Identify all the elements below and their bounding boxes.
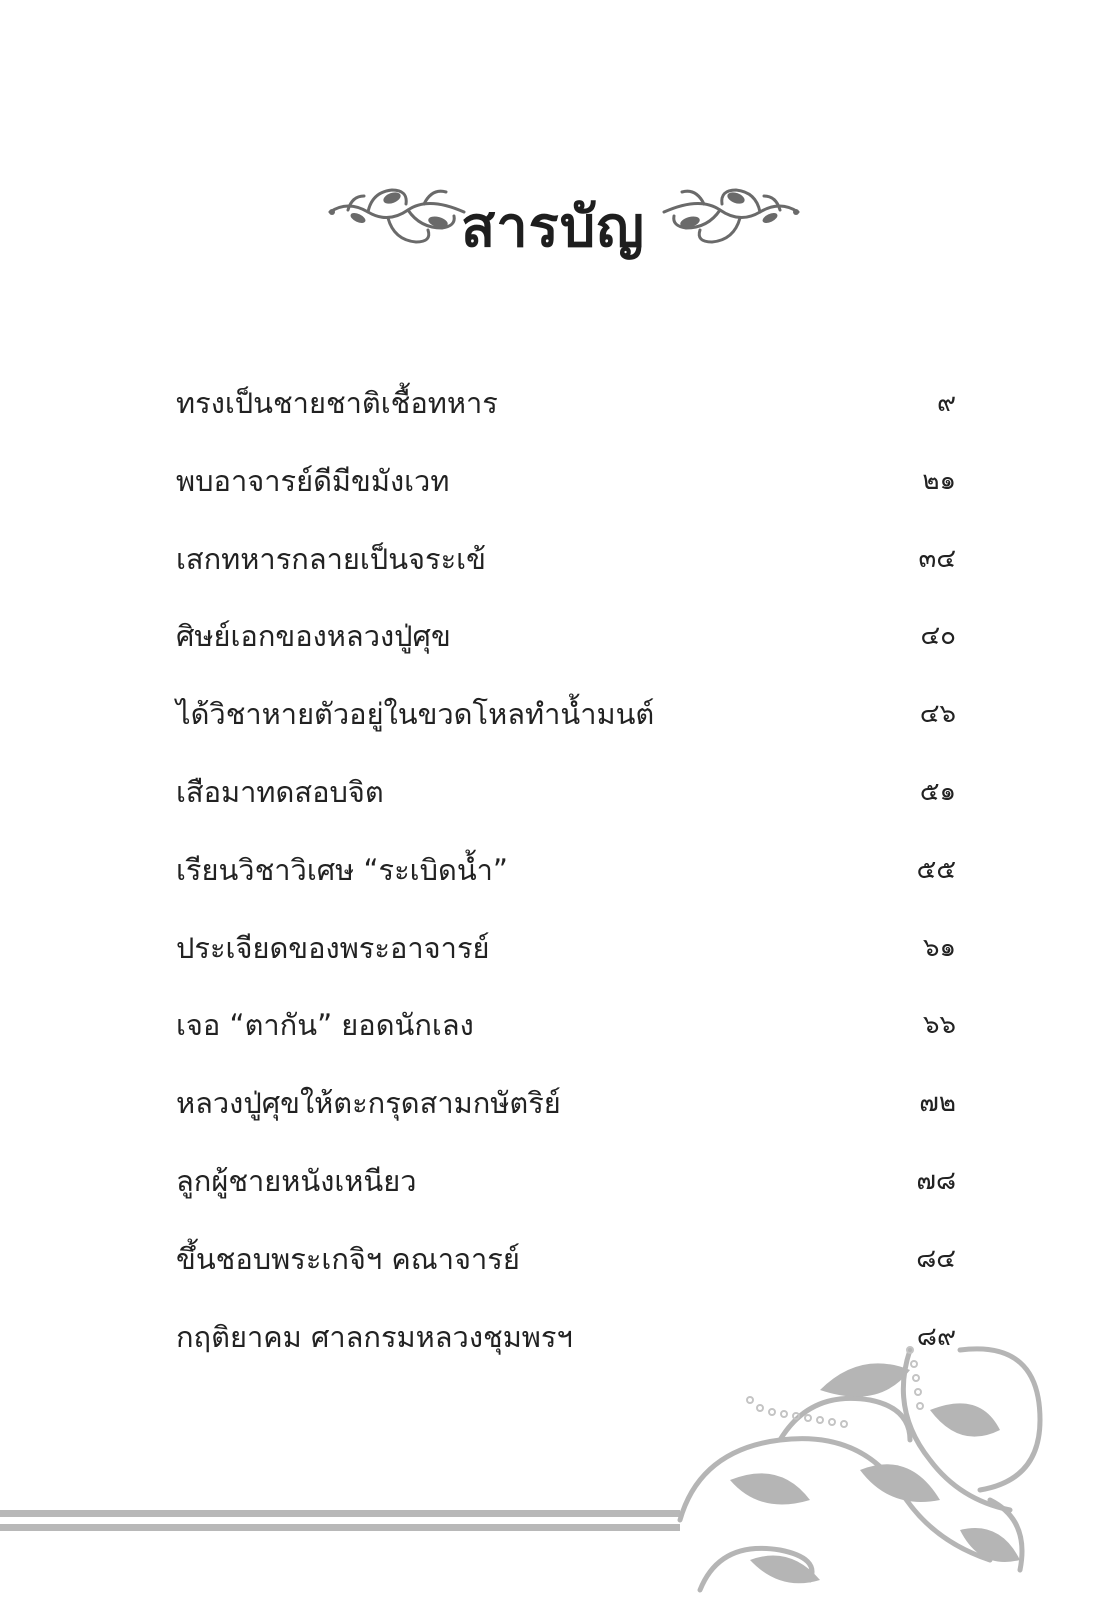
toc-entry[interactable] — [176, 1154, 966, 1232]
toc-entry[interactable] — [176, 532, 966, 610]
toc-entry-title: กฤติยาคม ศาลกรมหลวงชุมพรฯ — [176, 1319, 573, 1354]
page-title: สารบัญ — [461, 195, 645, 260]
toc-entry-title: เสือมาทดสอบจิต — [176, 774, 384, 809]
title-block — [0, 178, 1106, 268]
toc-entry-page: ๓๔ — [918, 543, 956, 574]
toc-entry-title: ลูกผู้ชายหนังเหนียว — [176, 1163, 417, 1198]
floral-corner-icon — [660, 1330, 1080, 1600]
toc-entry-title: ศิษย์เอกของหลวงปู่ศุข — [176, 619, 451, 654]
toc-entry-page: ๔๖ — [919, 699, 956, 730]
toc-entry[interactable] — [176, 843, 966, 921]
toc-entry-title: ประเจียดของพระอาจารย์ — [176, 930, 490, 965]
toc-entry[interactable] — [176, 1076, 966, 1154]
toc-entry-title: เสกทหารกลายเป็นจระเข้ — [176, 541, 486, 576]
right-scroll-ornament-icon — [660, 178, 800, 258]
toc-entry[interactable] — [176, 998, 966, 1076]
toc-entry[interactable] — [176, 454, 966, 532]
toc-entry-title: เรียนวิชาวิเศษ “ระเบิดน้ำ” — [176, 852, 508, 887]
toc-entry[interactable] — [176, 376, 966, 454]
bottom-rule — [0, 1524, 680, 1531]
toc-entry-page: ๘๙ — [916, 1321, 956, 1352]
toc-entry-page: ๗๘ — [916, 1165, 956, 1196]
toc-entry-title: ขึ้นชอบพระเกจิฯ คณาจารย์ — [176, 1241, 520, 1276]
toc-entry[interactable] — [176, 921, 966, 999]
toc-entry[interactable] — [176, 609, 966, 687]
toc-entry-page: ๗๒ — [919, 1088, 956, 1119]
toc-entry[interactable] — [176, 687, 966, 765]
toc-entry[interactable] — [176, 765, 966, 843]
toc-entry-page: ๘๔ — [916, 1243, 956, 1274]
toc-entry-page: ๕๕ — [916, 854, 956, 885]
toc-entry-title: ได้วิชาหายตัวอยู่ในขวดโหลทำน้ำมนต์ — [176, 697, 655, 732]
table-of-contents — [176, 376, 966, 1387]
toc-entry-title: หลวงปู่ศุขให้ตะกรุดสามกษัตริย์ — [176, 1086, 561, 1121]
toc-entry-page: ๕๑ — [919, 776, 956, 807]
toc-entry-page: ๙ — [936, 388, 956, 418]
toc-entry-page: ๔๐ — [920, 621, 956, 652]
toc-entry-title: เจอ “ตากัน” ยอดนักเลง — [176, 1008, 474, 1043]
toc-entry-title: พบอาจารย์ดีมีขมังเวท — [176, 463, 450, 498]
bottom-rule — [0, 1510, 680, 1517]
toc-entry-page: ๖๖ — [922, 1010, 956, 1041]
toc-entry-page: ๒๑ — [922, 465, 956, 496]
toc-entry-title: ทรงเป็นชายชาติเชื้อทหาร — [176, 386, 498, 420]
toc-entry-page: ๖๑ — [922, 932, 956, 963]
toc-entry[interactable] — [176, 1232, 966, 1310]
